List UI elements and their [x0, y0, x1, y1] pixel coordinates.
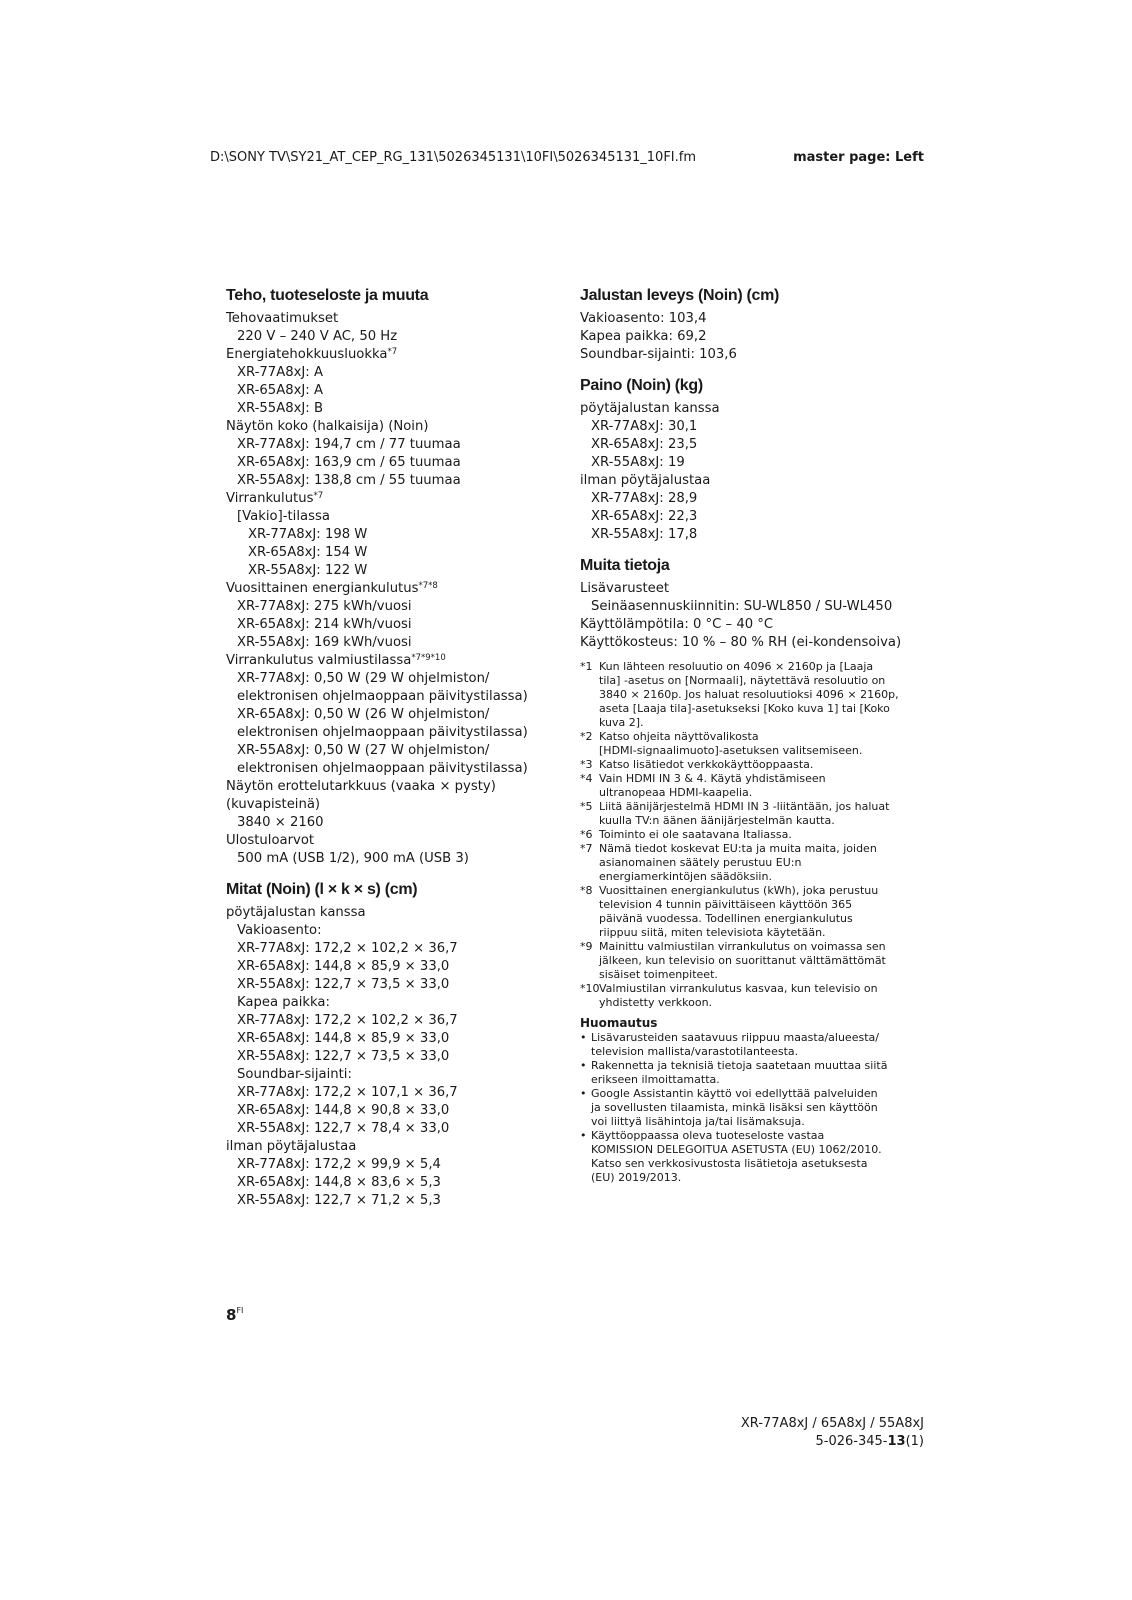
dims-soundbar-label: Soundbar-sijainti:: [237, 1067, 352, 1082]
section-title-stand-width: Jalustan leveys (Noin) (cm): [580, 287, 780, 304]
master-page-label: master page: Left: [793, 150, 924, 165]
stand-width-standard: Vakioasento: 103,4: [580, 311, 707, 326]
weight-with-77: XR-77A8xJ: 30,1: [591, 419, 698, 434]
weight-with-stand: pöytäjalustan kanssa: [580, 401, 720, 416]
annual-65: XR-65A8xJ: 214 kWh/vuosi: [237, 617, 412, 632]
power-req-value: 220 V – 240 V AC, 50 Hz: [237, 329, 398, 344]
dims-soundbar-77: XR-77A8xJ: 172,2 × 107,1 × 36,7: [237, 1085, 458, 1100]
energy-class-77: XR-77A8xJ: A: [237, 365, 323, 380]
weight-without-65: XR-65A8xJ: 22,3: [591, 509, 698, 524]
dims-without-77: XR-77A8xJ: 172,2 × 99,9 × 5,4: [237, 1157, 441, 1172]
dims-standard-77: XR-77A8xJ: 172,2 × 102,2 × 36,7: [237, 941, 458, 956]
weight-without-77: XR-77A8xJ: 28,9: [591, 491, 698, 506]
weight-without-55: XR-55A8xJ: 17,8: [591, 527, 698, 542]
operating-humidity: Käyttökosteus: 10 % – 80 % RH (ei-kondensoiva): [580, 635, 902, 650]
note-item: • Lisävarusteiden saatavuus riippuu maasta/alueesta/ television mallista/varastotilanteesta.: [580, 1031, 879, 1058]
dims-without-55: XR-55A8xJ: 122,7 × 71,2 × 5,3: [237, 1193, 441, 1208]
footnotes: [580, 660, 910, 1010]
standby-line: elektronisen ohjelmaoppaan päivitystilassa): [237, 689, 528, 704]
consumption-mode: [Vakio]-tilassa: [237, 509, 330, 524]
footnote: *8 Vuosittainen energiankulutus (kWh), joka perustuu television 4 tunnin päivittäiseen käyttöön 365 päivänä vuodessa. Todellinen energiankulutus riippuu siitä, miten televisiota käytetään.: [580, 884, 879, 939]
section-title-weight: Paino (Noin) (kg): [580, 377, 703, 394]
footnote: *9 Mainittu valmiustilan virrankulutus on voimassa sen jälkeen, kun televisio on suorittanut välttämättömät sisäiset toimenpiteet.: [580, 940, 886, 981]
section-title-power: Teho, tuoteseloste ja muuta: [226, 287, 429, 304]
accessories-label: Lisävarusteet: [580, 581, 670, 596]
dims-narrow-77: XR-77A8xJ: 172,2 × 102,2 × 36,7: [237, 1013, 458, 1028]
stand-width-narrow: Kapea paikka: 69,2: [580, 329, 707, 344]
note-title: Huomautus: [580, 1016, 658, 1030]
dims-standard-55: XR-55A8xJ: 122,7 × 73,5 × 33,0: [237, 977, 450, 992]
footnote: *3 Katso lisätiedot verkkokäyttöoppaasta.: [580, 758, 814, 771]
note-item: • Käyttöoppaassa oleva tuoteseloste vastaa KOMISSION DELEGOITUA ASETUSTA (EU) 1062/2010. Katso sen verkkosivustosta lisätietoja asetuksesta (EU) 2019/2013.: [580, 1129, 882, 1184]
dims-with-stand: pöytäjalustan kanssa: [226, 905, 366, 920]
consumption-label: Virrankulutus$^{*7}$: [226, 491, 324, 506]
footnote: *2 Katso ohjeita näyttövalikosta [HDMI-signaalimuoto]-asetuksen valitsemiseen.: [580, 730, 863, 757]
dims-soundbar-65: XR-65A8xJ: 144,8 × 90,8 × 33,0: [237, 1103, 450, 1118]
footnote: *10 Valmiustilan virrankulutus kasvaa, kun televisio on yhdistetty verkkoon.: [580, 982, 878, 1009]
standby-line: XR-55A8xJ: 0,50 W (27 W ohjelmiston/: [237, 743, 490, 758]
screen-size-55: XR-55A8xJ: 138,8 cm / 55 tuumaa: [237, 473, 461, 488]
standby-label: Virrankulutus valmiustilassa$^{*7*9*10}$: [226, 653, 446, 668]
section-title-other: Muita tietoja: [580, 557, 670, 574]
screen-size-65: XR-65A8xJ: 163,9 cm / 65 tuumaa: [237, 455, 461, 470]
dims-standard-label: Vakioasento:: [237, 923, 322, 938]
footnote: *5 Liitä äänijärjestelmä HDMI IN 3 -liitäntään, jos haluat kuulla TV:n äänen äänijärjestelmän kautta.: [580, 800, 890, 827]
note-item: • Google Assistantin käyttö voi edellyttää palveluiden ja sovellusten tilaamista, minkä lisäksi sen käyttöön voi liittyä lisähintoja ja/tai lisämaksuja.: [580, 1087, 878, 1128]
dims-narrow-55: XR-55A8xJ: 122,7 × 73,5 × 33,0: [237, 1049, 450, 1064]
dims-narrow-label: Kapea paikka:: [237, 995, 330, 1010]
resolution-label: Näytön erottelutarkkuus (vaaka × pysty): [226, 779, 496, 794]
standby-line: elektronisen ohjelmaoppaan päivitystilassa): [237, 725, 528, 740]
dims-without-65: XR-65A8xJ: 144,8 × 83,6 × 5,3: [237, 1175, 441, 1190]
power-req-label: Tehovaatimukset: [226, 311, 339, 326]
consumption-65: XR-65A8xJ: 154 W: [248, 545, 368, 560]
dims-without-stand: ilman pöytäjalustaa: [226, 1139, 357, 1154]
file-path: D:\SONY TV\SY21_AT_CEP_RG_131\5026345131\10FI\5026345131_10FI.fm: [210, 150, 697, 165]
output-value: 500 mA (USB 1/2), 900 mA (USB 3): [237, 851, 469, 866]
resolution-value: 3840 × 2160: [237, 815, 324, 830]
standby-line: XR-65A8xJ: 0,50 W (26 W ohjelmiston/: [237, 707, 490, 722]
annual-label: Vuosittainen energiankulutus$^{*7*8}$: [226, 581, 438, 596]
weight-with-55: XR-55A8xJ: 19: [591, 455, 685, 470]
weight-without-stand: ilman pöytäjalustaa: [580, 473, 711, 488]
operating-temp: Käyttölämpötila: 0 °C – 40 °C: [580, 617, 774, 632]
right-column: [580, 286, 910, 1185]
consumption-77: XR-77A8xJ: 198 W: [248, 527, 368, 542]
footnote: *4 Vain HDMI IN 3 & 4. Käytä yhdistämiseen ultranopeaa HDMI-kaapelia.: [580, 772, 826, 799]
left-column: [226, 286, 546, 1210]
footer-code: 5-026-345-13(1): [815, 1434, 924, 1449]
dims-soundbar-55: XR-55A8xJ: 122,7 × 78,4 × 33,0: [237, 1121, 450, 1136]
screen-size-77: XR-77A8xJ: 194,7 cm / 77 tuumaa: [237, 437, 461, 452]
stand-width-soundbar: Soundbar-sijainti: 103,6: [580, 347, 737, 362]
resolution-label-2: (kuvapisteinä): [226, 797, 321, 812]
standby-line: elektronisen ohjelmaoppaan päivitystilassa): [237, 761, 528, 776]
section-title-dimensions: Mitat (Noin) (l × k × s) (cm): [226, 881, 418, 898]
footer-models: XR-77A8xJ / 65A8xJ / 55A8xJ: [740, 1416, 924, 1431]
energy-class-65: XR-65A8xJ: A: [237, 383, 323, 398]
energy-class-label: Energiatehokkuusluokka$^{*7}$: [226, 347, 398, 362]
weight-with-65: XR-65A8xJ: 23,5: [591, 437, 698, 452]
annual-77: XR-77A8xJ: 275 kWh/vuosi: [237, 599, 412, 614]
output-label: Ulostuloarvot: [226, 833, 315, 848]
footnote: *7 Nämä tiedot koskevat EU:ta ja muita maita, joiden asianomainen säätely perustuu EU:n energiamerkintöjen säädöksiin.: [580, 842, 877, 883]
screen-size-label: Näytön koko (halkaisija) (Noin): [226, 419, 429, 434]
dims-standard-65: XR-65A8xJ: 144,8 × 85,9 × 33,0: [237, 959, 450, 974]
dims-narrow-65: XR-65A8xJ: 144,8 × 85,9 × 33,0: [237, 1031, 450, 1046]
page-number: $8^{FI}$: [226, 1306, 244, 1324]
annual-55: XR-55A8xJ: 169 kWh/vuosi: [237, 635, 412, 650]
energy-class-55: XR-55A8xJ: B: [237, 401, 323, 416]
accessories-value: Seinäasennuskiinnitin: SU-WL850 / SU-WL450: [591, 599, 893, 614]
standby-line: XR-77A8xJ: 0,50 W (29 W ohjelmiston/: [237, 671, 490, 686]
footnote: *6 Toiminto ei ole saatavana Italiassa.: [580, 828, 792, 841]
consumption-55: XR-55A8xJ: 122 W: [248, 563, 368, 578]
note-item: • Rakennetta ja teknisiä tietoja saatetaan muuttaa siitä erikseen ilmoittamatta.: [580, 1059, 888, 1086]
footnote: *1 Kun lähteen resoluutio on 4096 × 2160p ja [Laaja tila] -asetus on [Normaali], näytettävä resoluutio on 3840 × 2160p. Jos haluat resoluutioksi 4096 × 2160p, aseta [Laaja tila]-asetukseksi [Koko kuva 1] tai [Koko kuva 2].: [580, 660, 899, 729]
